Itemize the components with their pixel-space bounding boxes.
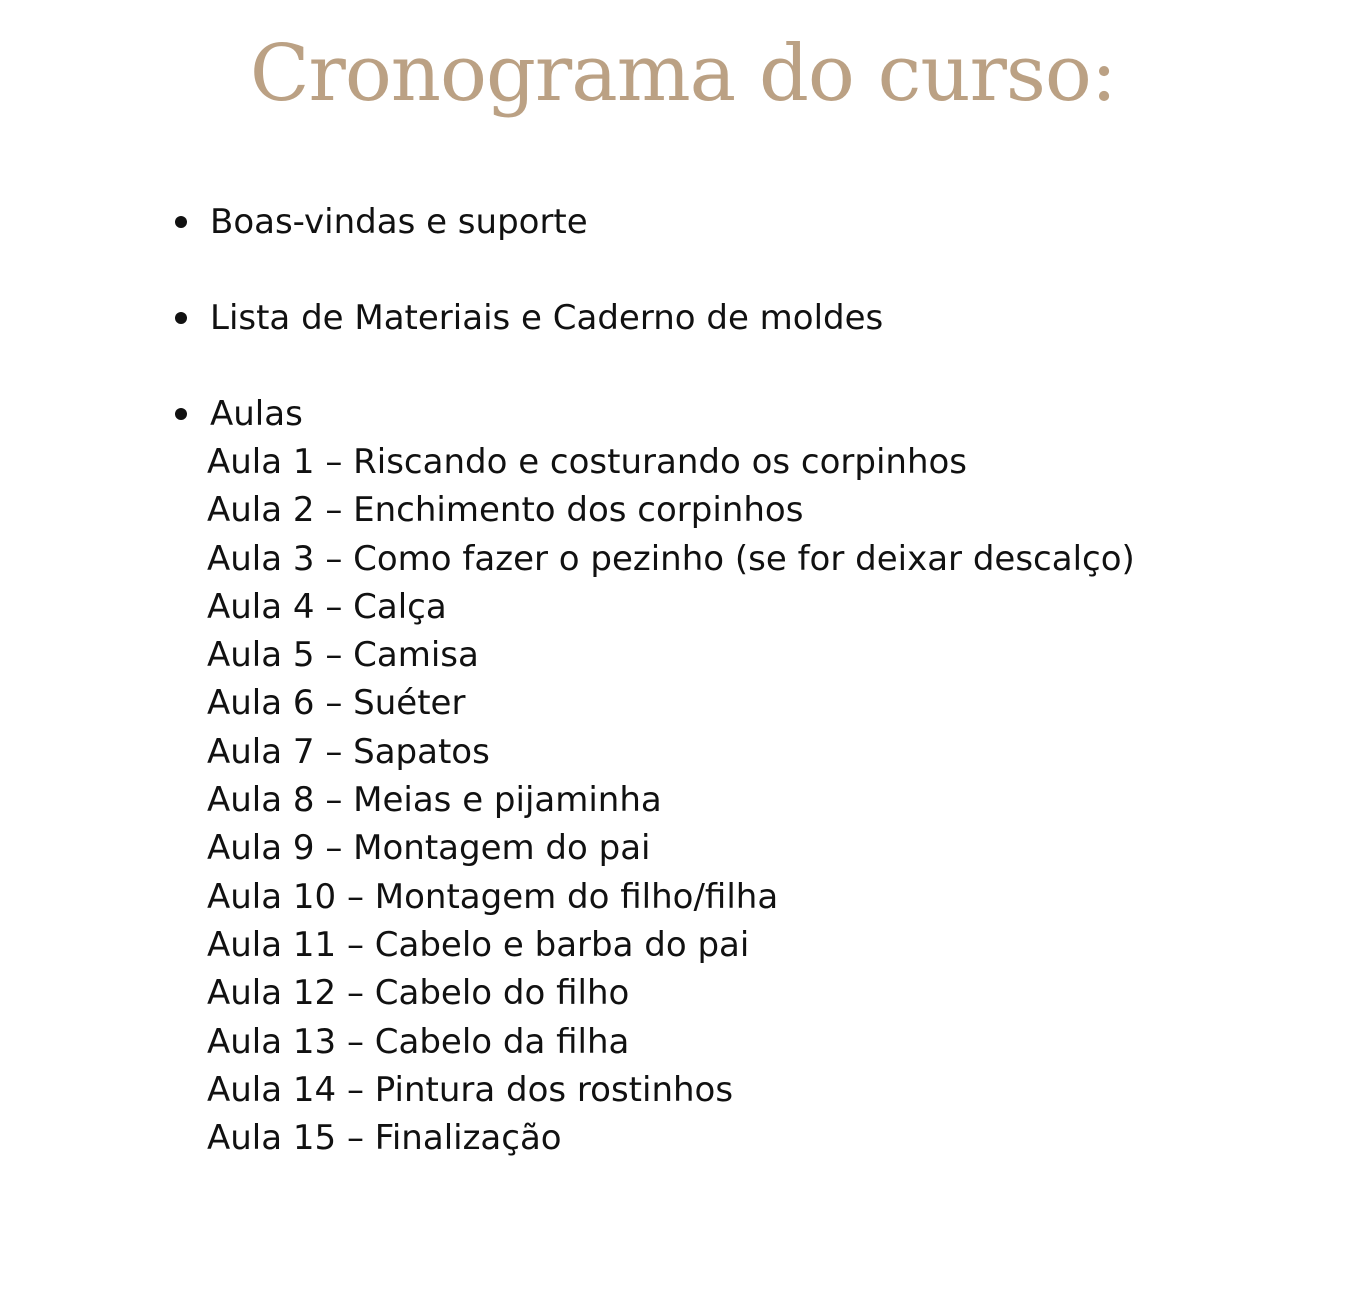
lesson-item: Aula 2 – Enchimento dos corpinhos	[207, 490, 804, 531]
lesson-item: Aula 14 – Pintura dos rostinhos	[207, 1069, 734, 1110]
lesson-item: Aula 9 – Montagem do pai	[207, 828, 651, 869]
page-title: Cronograma do curso:	[249, 29, 1117, 119]
lesson-item: Aula 7 – Sapatos	[207, 731, 490, 772]
bullet-icon	[175, 216, 187, 228]
list-item-label: Lista de Materiais e Caderno de moldes	[210, 298, 884, 338]
lesson-item: Aula 15 – Finalização	[207, 1118, 562, 1159]
lesson-item: Aula 11 – Cabelo e barba do pai	[207, 924, 750, 965]
lesson-item: Aula 1 – Riscando e costurando os corpinhos	[207, 442, 968, 482]
list-item-label: Boas-vindas e suporte	[210, 202, 588, 242]
list-item-label: Aulas	[210, 394, 303, 434]
lesson-item: Aula 6 – Suéter	[207, 683, 466, 724]
lesson-item: Aula 5 – Camisa	[207, 635, 479, 676]
lessons-list	[207, 438, 1135, 1162]
lesson-item: Aula 4 – Calça	[207, 586, 447, 627]
lesson-item: Aula 8 – Meias e pijaminha	[207, 780, 662, 821]
bullet-icon	[175, 408, 187, 420]
lesson-item: Aula 13 – Cabelo da filha	[207, 1021, 630, 1062]
lesson-item: Aula 12 – Cabelo do filho	[207, 973, 630, 1014]
lesson-item: Aula 3 – Como fazer o pezinho (se for deixar descalço)	[207, 538, 1135, 579]
bullet-icon	[175, 312, 187, 324]
lesson-item: Aula 10 – Montagem do filho/filha	[207, 876, 779, 917]
